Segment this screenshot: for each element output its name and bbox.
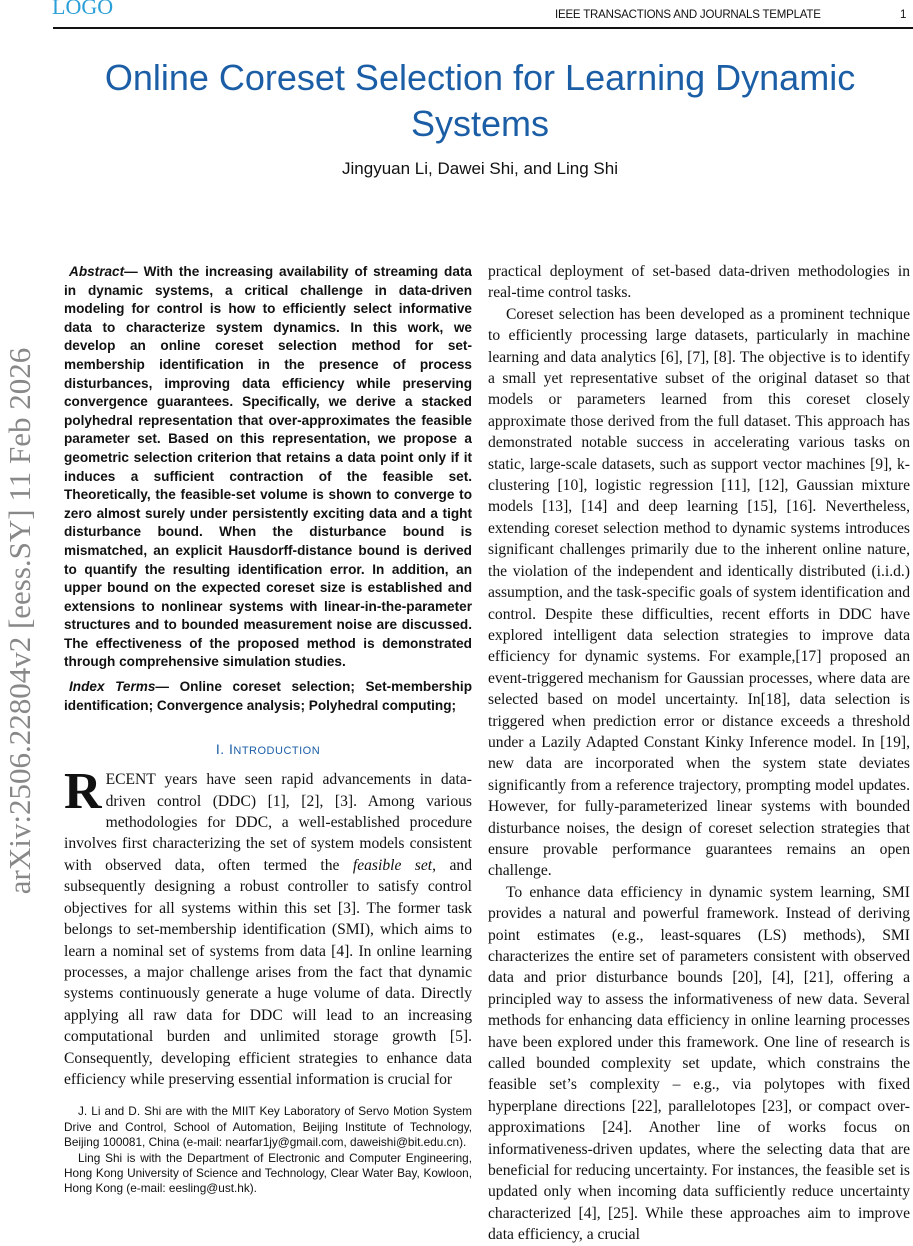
footnotes (64, 1090, 472, 1196)
paragraph: To enhance data efficiency in dynamic system learning, SMI provides a natural and powerful framework. Instead of deriving point estimates (e.g., least-squares (LS) methods), SMI characterizes the entire set of parameters consistent with observed data and prior disturbance bounds [20], [4], [21], offering a principled way to assess the informativeness of new data. Several methods for enhancing data efficiency in online learning processes have been explored under this framework. One line of research is called bounded complexity set update, which constrains the feasible set’s complexity – e.g., via polytopes with fixed hyperplane directions [22], parallelotopes [23], or compact over-approximations [24]. Another line of works focus on informativeness-driven updates, where the selecting data that are beneficial for reducing uncertainty. For instances, the feasible set is updated only when incoming data sufficiently reduce uncertainty characterized [4], [25]. While these approaches aim to improve data efficiency, a crucial (488, 883, 910, 1244)
paragraph: practical deployment of set-based data-driven methodologies in real-time control tasks. (488, 263, 910, 302)
footnote-affiliation-2: Ling Shi is with the Department of Electronic and Computer Engineering, Hong Kong University of Science and Technology, Clear Water Bay, Kowloon, Hong Kong (e-mail: eesling@ust.hk). (64, 1150, 472, 1196)
header-rule (53, 27, 913, 29)
title-block (40, 55, 913, 179)
running-head: IEEE TRANSACTIONS AND JOURNALS TEMPLATE (555, 9, 821, 21)
abstract (64, 263, 472, 672)
paragraph: Coreset selection has been developed as a prominent technique to efficiently processing large datasets, particularly in machine learning and data analytics [6], [7], [8]. The objective is to identify a small yet representative subset of the original dataset so that models or parameters learned from this coreset closely approximate those derived from the full dataset. This approach has demonstrated notable success in accelerating various tasks on static, large-scale datasets, such as support vector machines [9], k-clustering [10], logistic regression [11], [12], Gaussian mixture models [13], [14] and deep learning [15], [16]. Nevertheless, extending coreset selection method to dynamic systems introduces significant challenges primarily due to the inherent online nature, the violation of the independent and identically distributed (i.i.d.) assumption, and the task-specific goals of system identification and control. Despite these difficulties, recent efforts in DDC have explored intelligent data selection strategies to improve data efficiency for dynamic systems. For example,[17] proposed an event-triggered mechanism for Gaussian processes, where data are selected based on model uncertainty. In[18], data selection is triggered when prediction error or distance exceeds a threshold under a Lazily Adapted Constant Kinky Inference model. In [19], new data are incorporated when the system state deviates significantly from a reference trajectory, prompting model updates. However, for fully-parameterized linear systems with bounded disturbance noises, the design of coreset selection strategies that ensure provable performance guarantees remains an open challenge. (488, 305, 910, 880)
drop-cap: R (64, 763, 102, 821)
abstract-label: Abstract (69, 264, 125, 279)
left-column (64, 263, 472, 1197)
journal-logo: LOGO (52, 0, 114, 19)
paper-title: Online Coreset Selection for Learning Dynamic Systems (104, 57, 856, 144)
arxiv-stamp: arXiv:2506.22804v2 [eess.SY] 11 Feb 2026 (2, 347, 37, 895)
page-number: 1 (900, 9, 907, 21)
section-heading-introduction: I. INTRODUCTION (215, 741, 321, 758)
footnote-affiliation-1: J. Li and D. Shi are with the MIIT Key Laboratory of Servo Motion System Drive and Control, School of Automation, Beijing Institute of Technology, Beijing 100081, China (e-mail: nearfar1jy@gmail.com, daweishi@bit.edu.cn). (64, 1104, 472, 1150)
intro-paragraph: RECENT years have seen rapid advancements in data-driven control (DDC) [1], [2], [3]. Among various methodologies for DDC, a well-established procedure involves first characterizing the set of system models consistent with observed data, often termed the feasible set, and subsequently designing a robust controller to satisfy control objectives for all systems within this set [3]. The former task belongs to set-membership identification (SMI), which aims to learn a nominal set of systems from data [4]. In online learning processes, a major challenge arises from the fact that dynamic systems continuously generate a huge volume of data. Directly applying all raw data for DDC will lead to an increasing computational burden and unlimited storage growth [5]. Consequently, developing efficient strategies to enhance data efficiency while preserving essential information is crucial for (64, 763, 472, 1088)
index-terms-label: Index Terms (69, 679, 156, 695)
paper-authors: Jingyuan Li, Dawei Shi, and Ling Shi (342, 159, 618, 178)
index-terms-text: — Online coreset selection; Set-membership identification; Convergence analysis; Polyhedral computing; (64, 679, 473, 713)
index-terms (64, 678, 472, 715)
right-column (488, 261, 910, 1246)
abstract-text: — With the increasing availability of streaming data in dynamic systems, a critical challenge in data-driven modeling for control is how to efficiently select informative data to characterize system dynamics. In this work, we develop an online coreset selection method for set-membership identification in the presence of process disturbances, improving data efficiency while preserving convergence guarantees. Specifically, we derive a stacked polyhedral representation that over-approximates the feasible parameter set. Based on this representation, we propose a geometric selection criterion that retains a data point only if it induces a sufficient contraction of the feasible set. Theoretically, the feasible-set volume is shown to converge to zero almost surely under persistently exciting data and a tight disturbance bound. When the disturbance bound is mismatched, an explicit Hausdorff-distance bound is derived to quantify the resulting identification error. In addition, an upper bound on the expected coreset size is established and extensions to nonlinear systems with linear-in-the-parameter structures and to bounded measurement noise are discussed. The effectiveness of the proposed method is demonstrated through comprehensive simulation studies. (64, 264, 472, 670)
